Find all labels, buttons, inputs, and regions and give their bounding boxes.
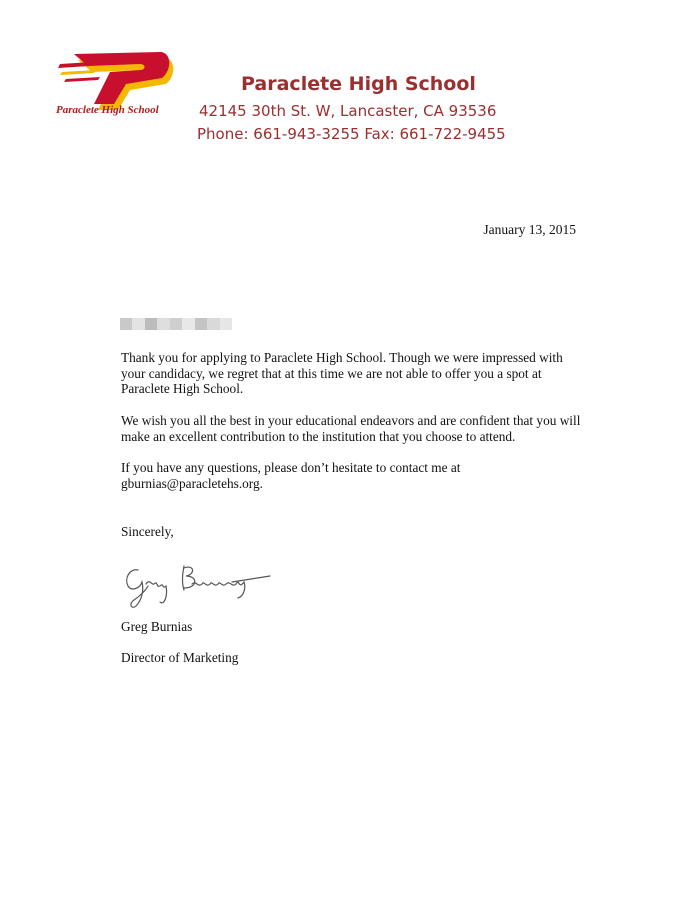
signer-name: Greg Burnias — [121, 619, 193, 634]
letter-date: January 13, 2015 — [483, 222, 576, 237]
school-name: Paraclete High School — [241, 73, 476, 95]
letter-paragraph: If you have any questions, please don’t hesitate to contact me at gburnias@paracletehs.org. — [121, 460, 461, 491]
signer-title: Director of Marketing — [121, 650, 239, 665]
school-phone-fax: Phone: 661-943-3255 Fax: 661-722-9455 — [197, 125, 506, 143]
school-address: 42145 30th St. W, Lancaster, CA 93536 — [199, 102, 497, 120]
letter-closing: Sincerely, — [121, 524, 174, 539]
letter-paragraph: Thank you for applying to Paraclete High School. Though we were impressed with your candidacy, we regret that at this time we are not able to offer you a spot at Paraclete High School. — [121, 350, 563, 396]
letter-paragraph: We wish you all the best in your educational endeavors and are confident that you will make an excellent contribution to the institution that you choose to attend. — [121, 413, 581, 444]
redacted-recipient — [120, 318, 232, 330]
logo-text: Paraclete High School — [56, 104, 159, 116]
signature — [120, 556, 280, 612]
